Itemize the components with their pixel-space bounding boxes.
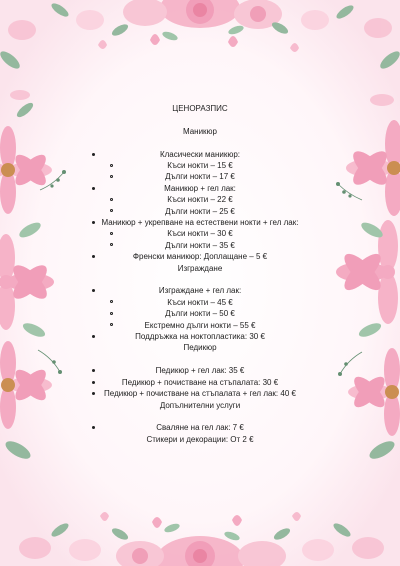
maintenance-price: Поддръжка на ноктопластика: 30 € xyxy=(60,331,340,342)
page-title: ЦЕНОРАЗПИС xyxy=(172,104,228,113)
extensions-heading: Изграждане xyxy=(177,263,223,273)
classic-short-price: Къси нокти – 15 € xyxy=(60,160,340,171)
extra-services-heading: Допълнителни услуги xyxy=(159,400,241,410)
pedicure-gel-price: Педикюр + гел лак: 35 € xyxy=(60,365,340,376)
classic-long-price: Дълги нокти – 17 € xyxy=(60,171,340,182)
gel-manicure-label: Маникюр + гел лак: xyxy=(60,183,340,194)
pedicure-heading: Педикюр xyxy=(183,343,217,353)
manicure-heading: Маникюр xyxy=(182,126,218,136)
pedicure-cleaning-gel-price: Педикюр + почистване на стъпалата + гел лак: 40 € xyxy=(60,388,340,399)
extension-extra-long-price: Екстремно дълги нокти – 55 € xyxy=(60,320,340,331)
reinforce-long-price: Дълги нокти – 35 € xyxy=(60,240,340,251)
french-manicure-price: Френски маникюр: Доплащане – 5 € xyxy=(60,251,340,262)
pedicure-cleaning-price: Педикюр + почистване на стъпалата: 30 € xyxy=(60,377,340,388)
reinforce-manicure-label: Маникюр + укрепване на естествени нокти + гел лак: xyxy=(60,217,340,228)
price-list xyxy=(60,103,340,445)
extension-gel-label: Изграждане + гел лак: xyxy=(60,285,340,296)
gel-short-price: Къси нокти – 22 € xyxy=(60,194,340,205)
extension-short-price: Къси нокти – 45 € xyxy=(60,297,340,308)
gel-long-price: Дълги нокти – 25 € xyxy=(60,206,340,217)
extension-long-price: Дълги нокти – 50 € xyxy=(60,308,340,319)
classic-manicure-label: Класически маникюр: xyxy=(60,149,340,160)
stickers-price: Стикери и декорации: От 2 € xyxy=(146,434,254,444)
gel-removal-price: Сваляне на гел лак: 7 € xyxy=(60,422,340,433)
reinforce-short-price: Къси нокти – 30 € xyxy=(60,228,340,239)
